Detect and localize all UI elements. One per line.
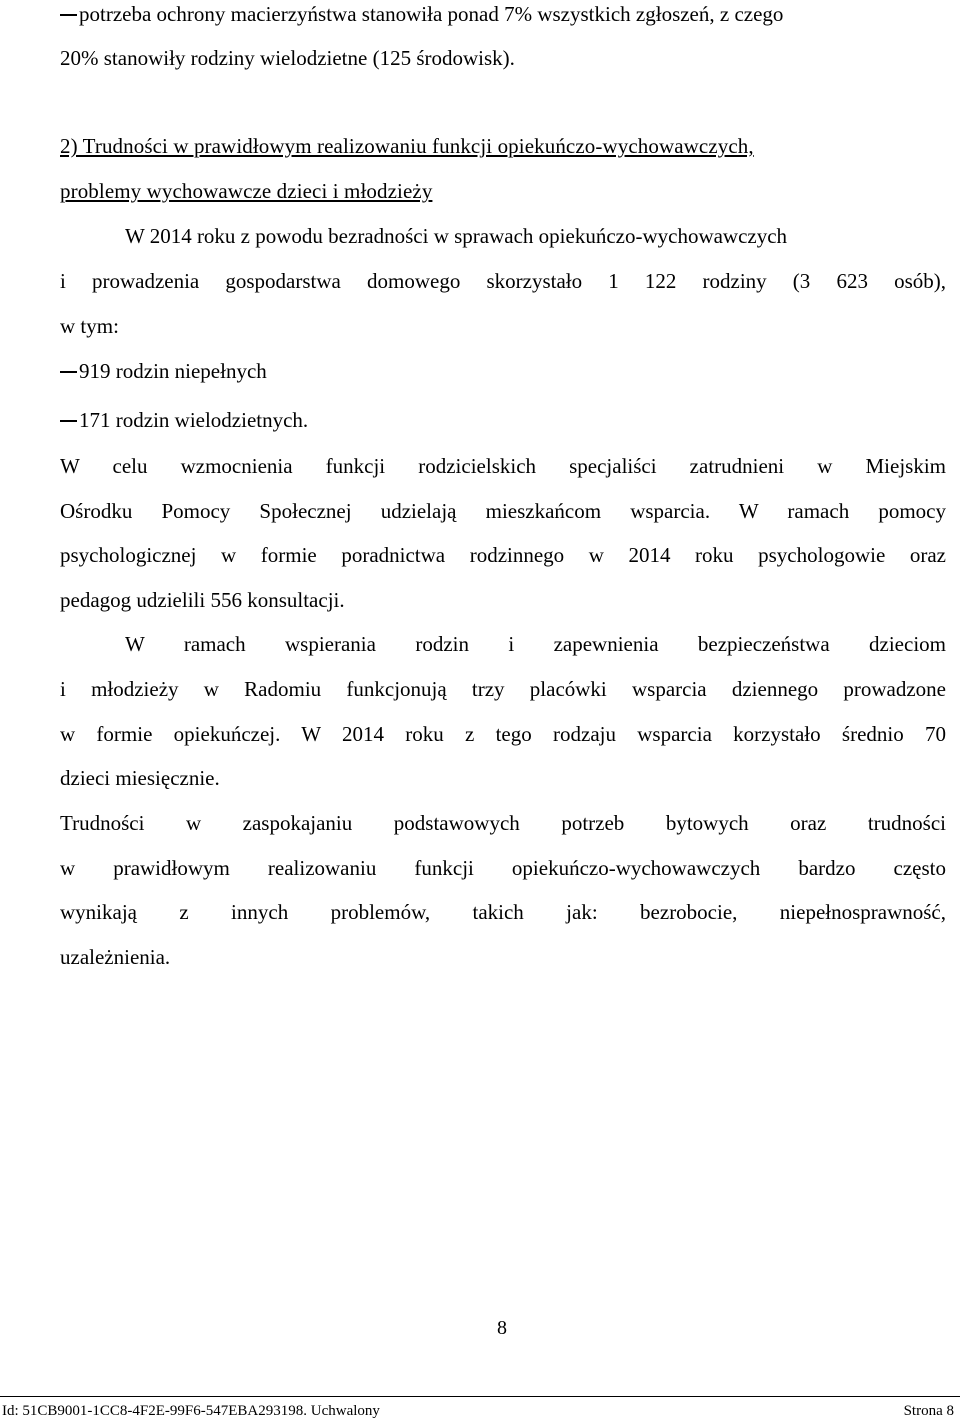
paragraph2-line-2: Ośrodku Pomocy Społecznej udzielają mieszkańcom wsparcia. W ramach pomocy [60, 499, 946, 523]
paragraph4-line-2: w prawidłowym realizowaniu funkcji opiekuńczo-wychowawczych bardzo często [60, 856, 946, 880]
list-item: 171 rodzin wielodzietnych. [60, 408, 308, 432]
footer [0, 1396, 960, 1422]
page-number: 8 [497, 1317, 507, 1339]
section-heading-line-2: problemy wychowawcze dzieci i młodzieży [60, 179, 433, 203]
paragraph3-line-1: W ramach wspierania rodzin i zapewnienia bezpieczeństwa dzieciom [125, 632, 946, 656]
bullet-dash [60, 371, 77, 373]
paragraph3-line-3: w formie opiekuńczej. W 2014 roku z tego rodzaju wsparcia korzystało średnio 70 [60, 722, 946, 746]
section-heading-line-1: 2) Trudności w prawidłowym realizowaniu funkcji opiekuńczo-wychowawczych, [60, 134, 754, 158]
top-bullet-line-2: 20% stanowiły rodziny wielodzietne (125 środowisk). [60, 46, 515, 70]
paragraph2-line-3: psychologicznej w formie poradnictwa rodzinnego w 2014 roku psychologowie oraz [60, 543, 946, 567]
paragraph3-line-4: dzieci miesięcznie. [60, 766, 220, 790]
paragraph4-line-4: uzależnienia. [60, 945, 171, 969]
paragraph4-line-1: Trudności w zaspokajaniu podstawowych potrzeb bytowych oraz trudności [60, 811, 946, 835]
bullet-dash [60, 14, 77, 16]
paragraph1-line-1: W 2014 roku z powodu bezradności w sprawach opiekuńczo-wychowawczych [125, 224, 788, 248]
footer-document-id: Id: 51CB9001-1CC8-4F2E-99F6-547EBA293198. Uchwalony [2, 1403, 380, 1419]
paragraph2-line-1: W celu wzmocnienia funkcji rodzicielskich specjaliści zatrudnieni w Miejskim [60, 454, 946, 478]
bullet-dash [60, 420, 77, 422]
paragraph1-line-3: w tym: [60, 314, 119, 338]
footer-page-label: Strona 8 [903, 1403, 954, 1419]
paragraph1-line-2: i prowadzenia gospodarstwa domowego skorzystało 1 122 rodziny (3 623 osób), [60, 269, 946, 293]
list-item: 919 rodzin niepełnych [60, 359, 267, 383]
paragraph2-line-4: pedagog udzielili 556 konsultacji. [60, 588, 345, 612]
top-bullet-line-1: potrzeba ochrony macierzyństwa stanowiła ponad 7% wszystkich zgłoszeń, z czego [60, 2, 783, 26]
paragraph3-line-2: i młodzieży w Radomiu funkcjonują trzy placówki wsparcia dziennego prowadzone [60, 677, 946, 701]
paragraph4-line-3: wynikają z innych problemów, takich jak: bezrobocie, niepełnosprawność, [60, 900, 946, 924]
